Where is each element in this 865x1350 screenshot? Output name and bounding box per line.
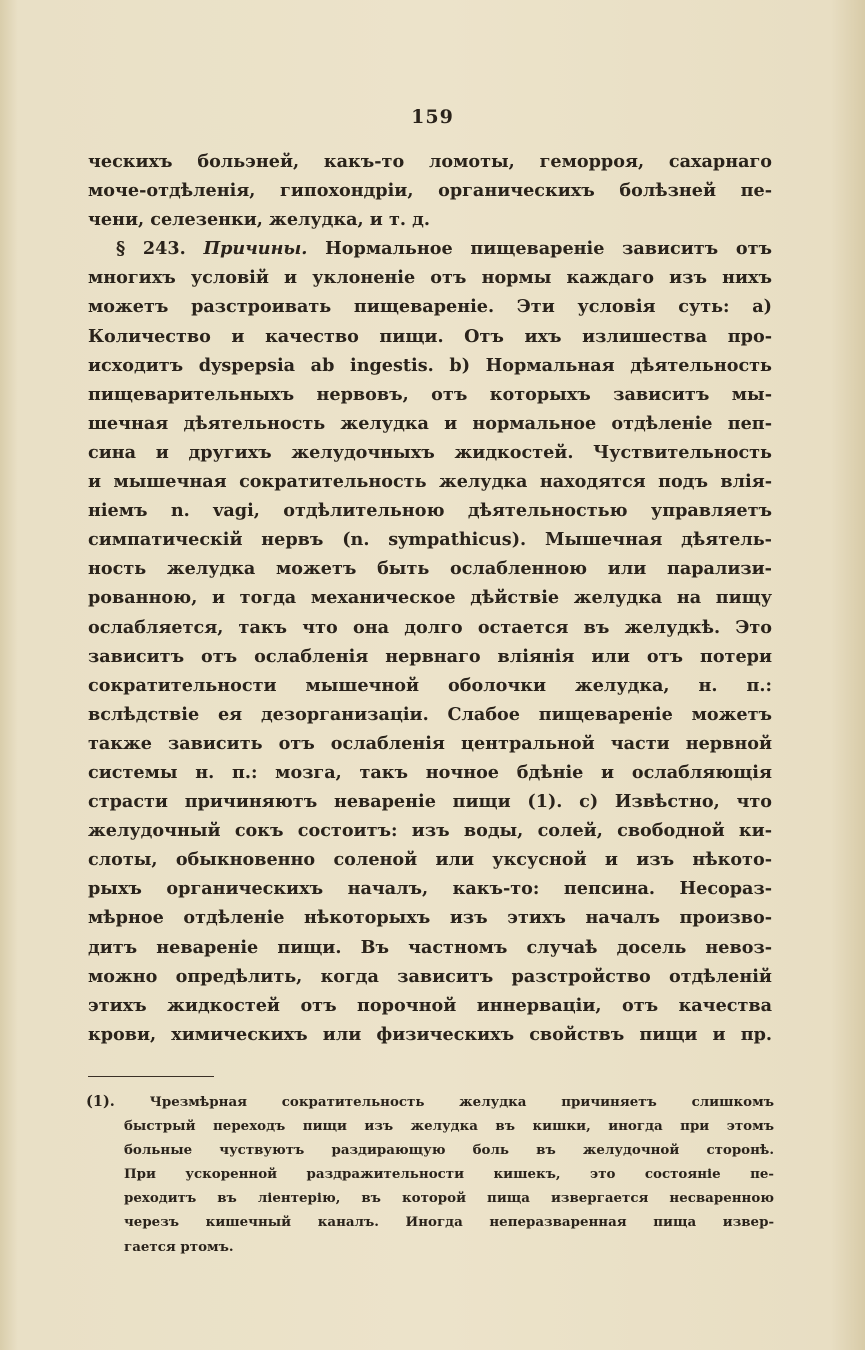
section-heading-line xyxy=(88,234,772,263)
text-line: вслѣдствіе ея дезорганизаціи. Слабое пищевареніе можетъ xyxy=(88,703,772,725)
footnote-first-line xyxy=(86,1090,774,1114)
footnote-line: быстрый переходъ пищи изъ желудка въ кишки, иногда при этомъ xyxy=(124,1118,774,1135)
body-text xyxy=(88,147,772,1049)
text-line: Нормальное пищевареніе зависитъ отъ xyxy=(325,238,772,260)
text-line: сократительности мышечной оболочки желудка, н. п.: xyxy=(88,674,772,696)
text-line: ослабляется, такъ что она долго остается въ желудкѣ. Это xyxy=(88,616,772,638)
footnote-line: реходитъ въ ліентерію, въ которой пища извергается несваренною xyxy=(124,1190,774,1207)
text-line: можетъ разстроивать пищевареніе. Эти условія суть: a) xyxy=(88,296,772,318)
text-line: рованною, и тогда механическое дѣйствіе желудка на пищу xyxy=(88,587,772,609)
text-line: можно опредѣлить, когда зависитъ разстройство отдѣленій xyxy=(88,965,772,987)
text-line: зависитъ отъ ослабленія нервнаго вліянія или отъ потери xyxy=(88,645,772,667)
text-line: дитъ невареніе пищи. Въ частномъ случаѣ досель невоз- xyxy=(88,936,772,958)
text-line: страсти причиняютъ невареніе пищи (1). c) Извѣстно, что xyxy=(88,791,772,813)
footnote-divider xyxy=(88,1076,214,1077)
text-line: моче-отдѣленія, гипохондріи, органическихъ болѣзней пе- xyxy=(88,180,772,202)
text-line: системы н. п.: мозга, такъ ночное бдѣніе и ослабляющія xyxy=(88,761,772,783)
text-line: ческихъ больэней, какъ-то ломоты, геморроя, сахарнаго xyxy=(88,151,772,172)
text-line: и мышечная сократительность желудка находятся подъ влія- xyxy=(88,471,772,493)
text-line: сина и другихъ желудочныхъ жидкостей. Чуствительность xyxy=(88,441,772,463)
text-line: ніемъ n. vagi, отдѣлительною дѣятельностью управляетъ xyxy=(88,500,772,522)
text-line: исходитъ dyspepsia ab ingestis. b) Нормальная дѣятельность xyxy=(88,354,772,376)
section-title: Причины. xyxy=(203,238,308,260)
page-number: 159 xyxy=(411,106,454,128)
footnote-line: больные чуствуютъ раздирающую боль въ желудочной сторонѣ. xyxy=(124,1142,774,1159)
footnote xyxy=(86,1090,774,1259)
text-line: слоты, обыкновенно соленой или уксусной и изъ нѣкото- xyxy=(88,849,772,871)
text-line: рыхъ органическихъ началъ, какъ-то: пепсина. Несораз- xyxy=(88,878,772,900)
text-line: крови, химическихъ или физическихъ свойствъ пищи и пр. xyxy=(88,1023,772,1045)
section-mark: § 243. xyxy=(116,238,186,260)
text-line: пищеварительныхъ нервовъ, отъ которыхъ зависитъ мы- xyxy=(88,383,772,405)
text-line: желудочный сокъ состоитъ: изъ воды, солей, свободной ки- xyxy=(88,820,772,842)
text-line: симпатическій нервъ (n. sympathicus). Мышечная дѣятель- xyxy=(88,529,772,551)
text-line: чени, селезенки, желудка, и т. д. xyxy=(88,209,430,231)
text-line: мѣрное отдѣленіе нѣкоторыхъ изъ этихъ началъ произво- xyxy=(88,907,772,929)
footnote-line: гается ртомъ. xyxy=(124,1238,234,1255)
footnote-line: При ускоренной раздражительности кишекъ, это состояніе пе- xyxy=(124,1166,774,1183)
text-line: ность желудка можетъ быть ослабленною или парализи- xyxy=(88,558,772,580)
text-line: также зависить отъ ослабленія центральной части нервной xyxy=(88,732,772,754)
footnote-marker: (1). xyxy=(86,1093,115,1110)
footnote-line: Чрезмѣрная сократительность желудка причиняетъ слишкомъ xyxy=(149,1094,774,1110)
text-line: многихъ условій и уклоненіе отъ нормы каждаго изъ нихъ xyxy=(88,267,772,289)
text-line: шечная дѣятельность желудка и нормальное отдѣленіе пеп- xyxy=(88,412,772,434)
footnote-line: черезъ кишечный каналъ. Иногда неперазваренная пища извер- xyxy=(124,1214,774,1231)
text-line: Количество и качество пищи. Отъ ихъ излишества про- xyxy=(88,325,772,347)
text-line: этихъ жидкостей отъ порочной иннерваціи, отъ качества xyxy=(88,994,772,1016)
